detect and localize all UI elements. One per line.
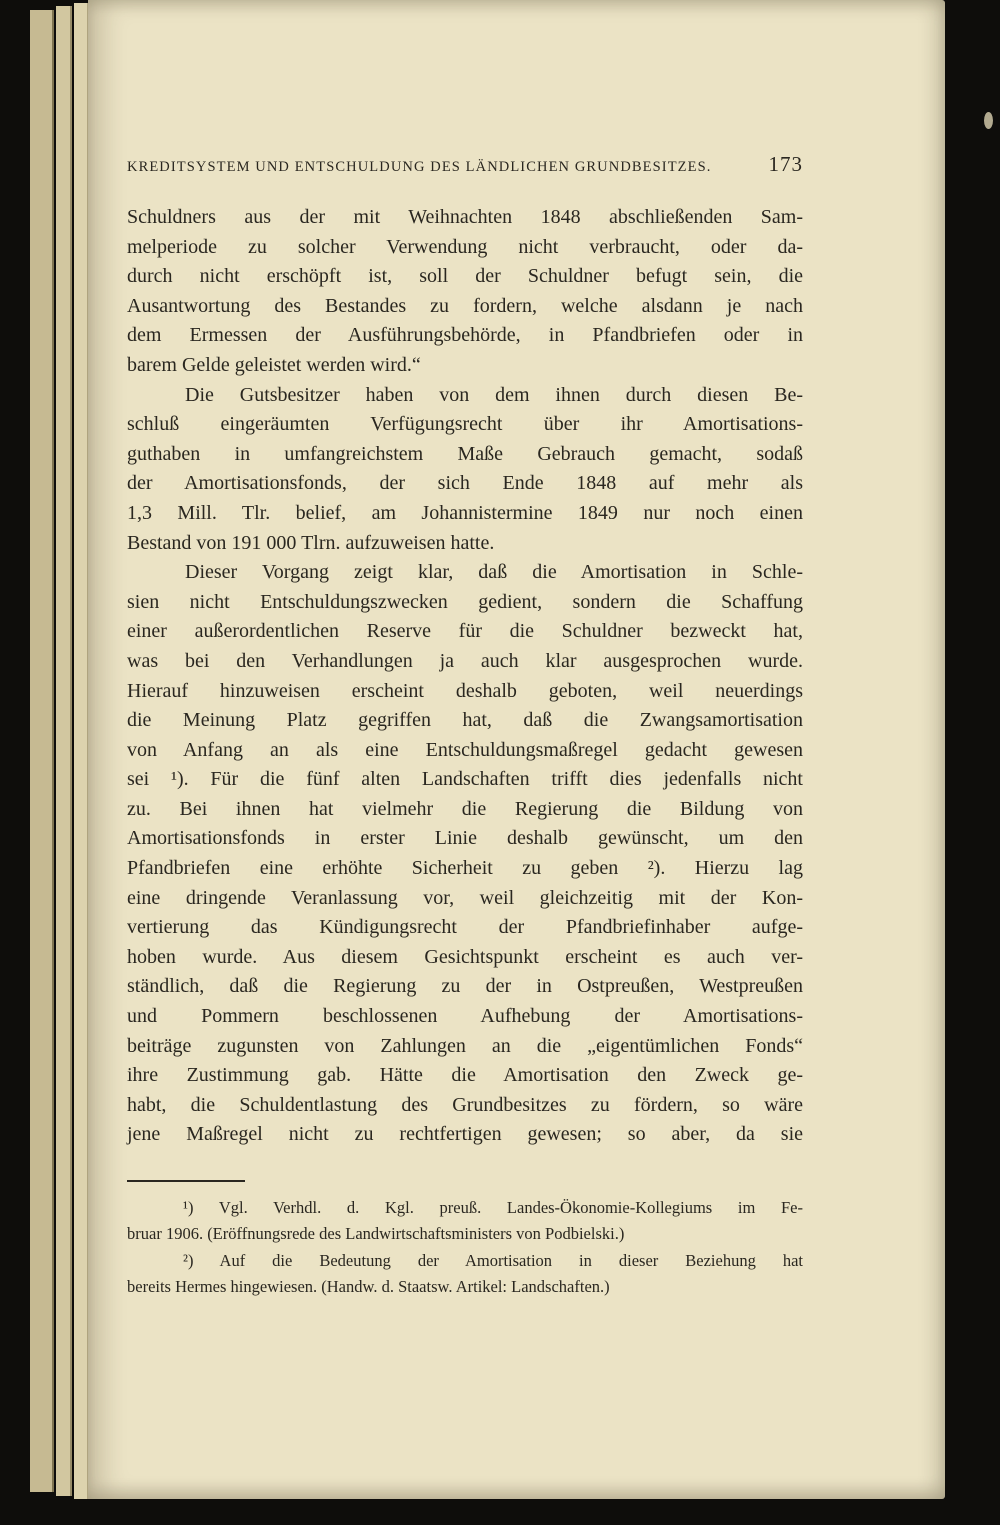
text-line: ¹) Vgl. Verhdl. d. Kgl. preuß. Landes-Ökonomie-Kollegiums im Fe- (183, 1198, 803, 1217)
text-line: barem Gelde geleistet werden wird.“ (127, 353, 421, 376)
page-number: 173 (768, 152, 803, 176)
page-edge-strip (30, 10, 54, 1492)
text-line: hoben wurde. Aus diesem Gesichtspunkt erscheint es auch ver- (127, 945, 803, 968)
page-edge-strip (74, 3, 88, 1499)
footnote-separator (127, 1180, 245, 1182)
text-line: Hierauf hinzuweisen erscheint deshalb geboten, weil neuerdings (127, 679, 803, 702)
scan-artifact (984, 112, 993, 129)
text-line: bereits Hermes hingewiesen. (Handw. d. Staatsw. Artikel: Landschaften.) (127, 1277, 610, 1297)
text-line: bruar 1906. (Eröffnungsrede des Landwirtschaftsministers von Podbielski.) (127, 1224, 625, 1244)
text-line: von Anfang an als eine Entschuldungsmaßregel gedacht gewesen (127, 738, 803, 761)
text-line: Dieser Vorgang zeigt klar, daß die Amortisation in Schle- (185, 561, 803, 584)
text-line: vertierung das Kündigungsrecht der Pfandbriefinhaber aufge- (127, 916, 803, 939)
text-line: beiträge zugunsten von Zahlungen an die „eigentümlichen Fonds“ (127, 1034, 803, 1057)
page-content (127, 152, 803, 1301)
text-line: durch nicht erschöpft ist, soll der Schuldner befugt sein, die (127, 265, 803, 288)
text-line: jene Maßregel nicht zu rechtfertigen gewesen; so aber, da sie (127, 1123, 803, 1146)
text-line: dem Ermessen der Ausführungsbehörde, in Pfandbriefen oder in (127, 324, 803, 347)
text-line: Pfandbriefen eine erhöhte Sicherheit zu geben ²). Hierzu lag (127, 857, 803, 880)
text-line: der Amortisationsfonds, der sich Ende 1848 auf mehr als (127, 472, 803, 495)
text-line: Ausantwortung des Bestandes zu fordern, welche alsdann je nach (127, 294, 803, 317)
text-line: melperiode zu solcher Verwendung nicht verbraucht, oder da- (127, 235, 803, 258)
book-page (88, 0, 945, 1499)
text-line: sien nicht Entschuldungszwecken gedient, sondern die Schaffung (127, 590, 803, 613)
paragraph (127, 203, 803, 381)
text-line: 1,3 Mill. Tlr. belief, am Johannistermine 1849 nur noch einen (127, 501, 803, 524)
text-line: schluß eingeräumten Verfügungsrecht über ihr Amortisations- (127, 413, 803, 436)
footnotes (127, 1195, 803, 1301)
text-line: Bestand von 191 000 Tlrn. aufzuweisen hatte. (127, 531, 495, 554)
footnote (127, 1195, 803, 1248)
text-line: Die Gutsbesitzer haben von dem ihnen durch diesen Be- (185, 383, 803, 406)
text-line: und Pommern beschlossenen Aufhebung der Amortisations- (127, 1005, 803, 1028)
footnote (127, 1248, 803, 1301)
text-line: habt, die Schuldentlastung des Grundbesitzes zu fördern, so wäre (127, 1093, 803, 1116)
body-text (127, 203, 803, 1150)
text-line: guthaben in umfangreichstem Maße Gebrauch gemacht, sodaß (127, 442, 803, 465)
text-line: Amortisationsfonds in erster Linie deshalb gewünscht, um den (127, 827, 803, 850)
text-line: was bei den Verhandlungen ja auch klar ausgesprochen wurde. (127, 649, 803, 672)
text-line: Schuldners aus der mit Weihnachten 1848 abschließenden Sam- (127, 206, 803, 228)
page-edge-strip (56, 6, 72, 1496)
text-line: einer außerordentlichen Reserve für die Schuldner bezweckt hat, (127, 620, 803, 643)
paragraph (127, 558, 803, 1150)
text-line: ²) Auf die Bedeutung der Amortisation in dieser Beziehung hat (183, 1250, 803, 1270)
text-line: ständlich, daß die Regierung zu der in Ostpreußen, Westpreußen (127, 975, 803, 998)
paragraph (127, 381, 803, 559)
text-line: eine dringende Veranlassung vor, weil gleichzeitig mit der Kon- (127, 886, 803, 909)
running-title: KREDITSYSTEM UND ENTSCHULDUNG DES LÄNDLICHEN GRUNDBESITZES. (127, 159, 712, 175)
text-line: sei ¹). Für die fünf alten Landschaften trifft dies jedenfalls nicht (127, 768, 803, 791)
text-line: zu. Bei ihnen hat vielmehr die Regierung die Bildung von (127, 797, 803, 820)
text-line: die Meinung Platz gegriffen hat, daß die Zwangsamortisation (127, 709, 803, 732)
running-header (127, 152, 803, 177)
text-line: ihre Zustimmung gab. Hätte die Amortisation den Zweck ge- (127, 1064, 803, 1087)
